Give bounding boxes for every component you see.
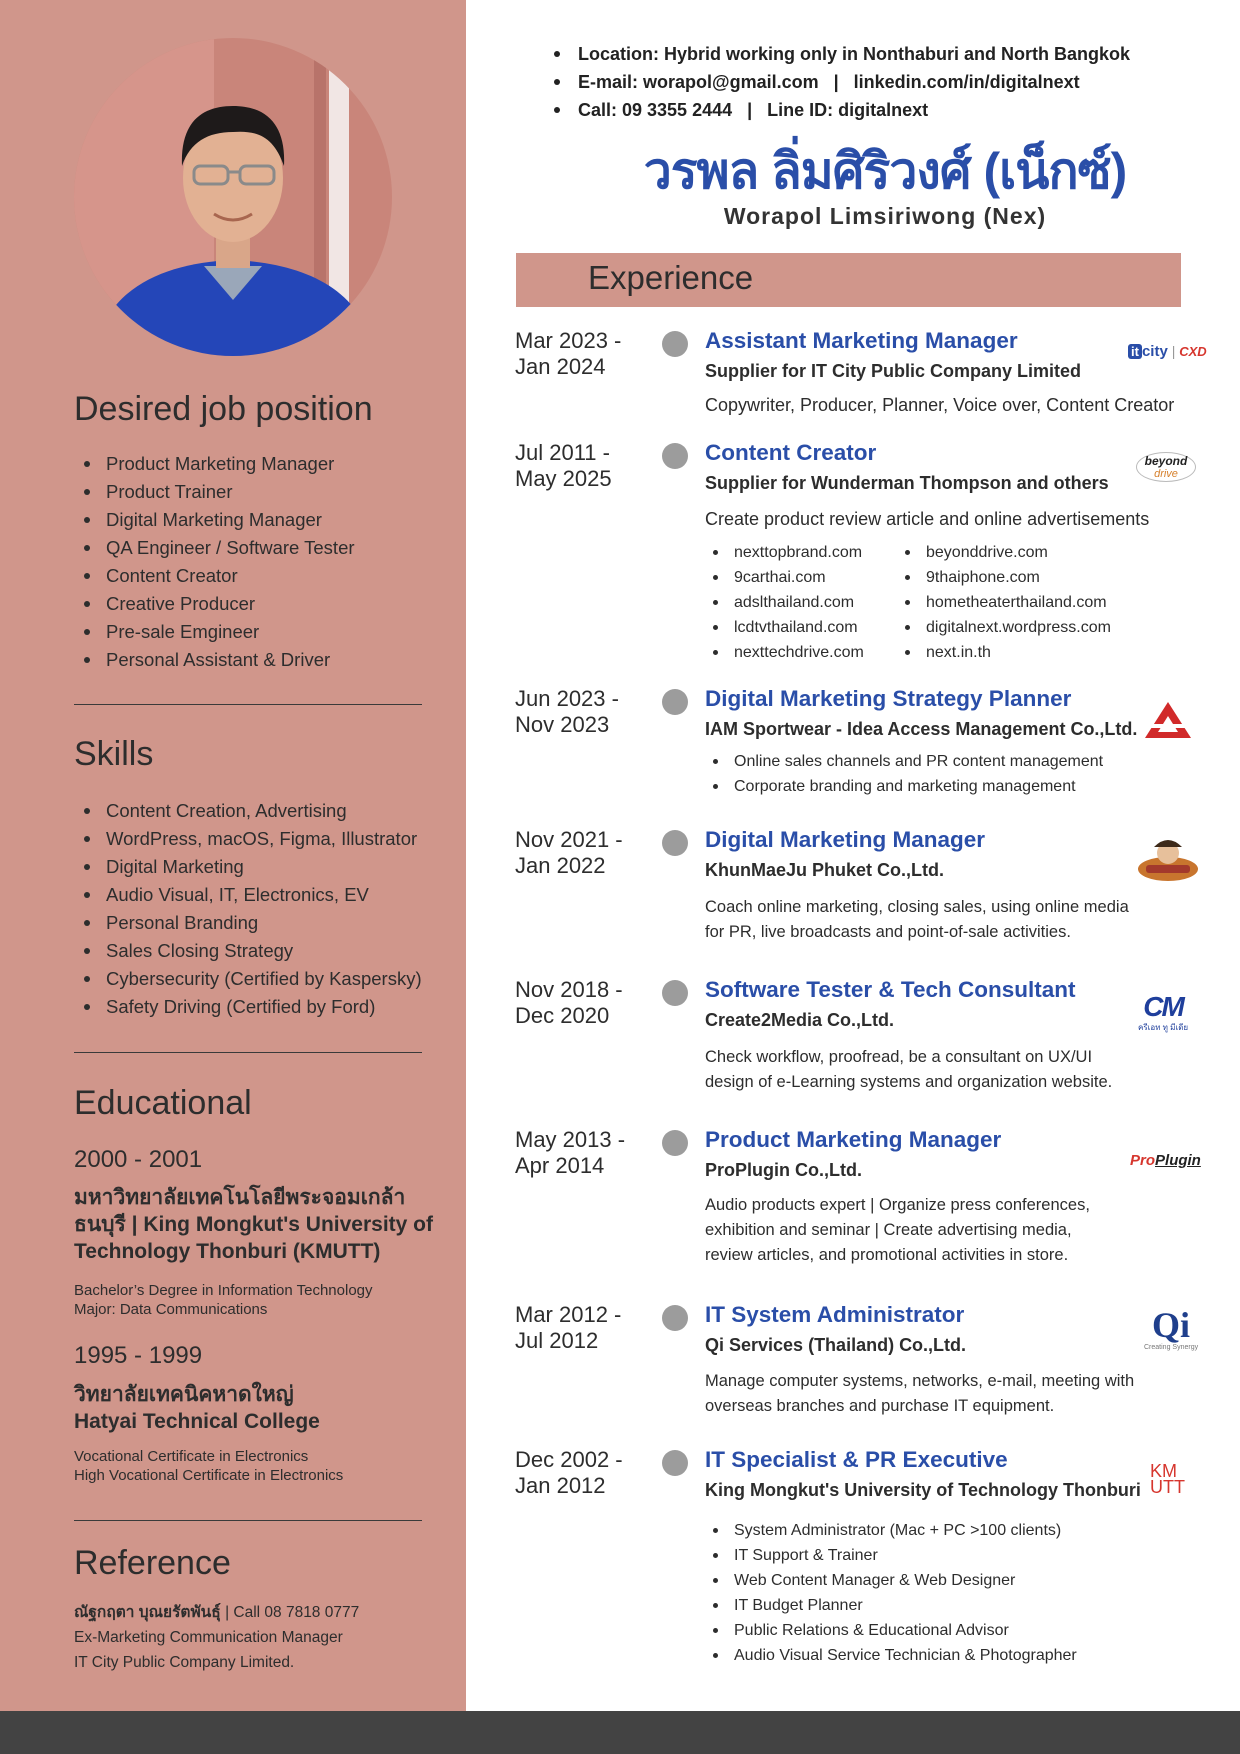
list-item: Content Creation, Advertising — [74, 797, 422, 825]
reference-call: | Call 08 7818 0777 — [225, 1604, 360, 1621]
name-thai: วรพล ลิ่มศิริวงศ์ (เน็กซ์) — [643, 143, 1127, 199]
divider — [74, 704, 422, 705]
list-item: Content Creator — [74, 562, 355, 590]
job-date: Jul 2011 - May 2025 — [515, 440, 612, 491]
list-item: Digital Marketing Manager — [74, 506, 355, 534]
itcity-logo: it city | CXD — [1128, 343, 1207, 361]
list-item: Audio Visual Service Technician & Photographer — [705, 1643, 1077, 1668]
job-company: IAM Sportwear - Idea Access Management Co.,Ltd. — [705, 719, 1138, 739]
list-item: Personal Assistant & Driver — [74, 646, 355, 674]
sites-list-1 — [705, 540, 864, 665]
list-item: IT Budget Planner — [705, 1593, 1077, 1618]
list-item: Sales Closing Strategy — [74, 937, 422, 965]
job-description: Audio products expert | Organize press conferences, exhibition and seminar | Create advertising media, review articles, and promotional activities in store. — [705, 1196, 1090, 1264]
job-title: Software Tester & Tech Consultant — [705, 977, 1076, 1002]
timeline-dot — [662, 443, 688, 469]
job-company: KhunMaeJu Phuket Co.,Ltd. — [705, 860, 945, 880]
job-date: Mar 2023 - Jan 2024 — [515, 328, 622, 379]
list-item: Digital Marketing — [74, 853, 422, 881]
education-years: 2000 - 2001 — [74, 1146, 203, 1173]
education-school — [74, 1381, 434, 1435]
experience-band — [516, 253, 1181, 307]
degree-line: Vocational Certificate in Electronics — [74, 1448, 309, 1465]
job-company: Supplier for Wunderman Thompson and others — [705, 473, 1109, 493]
list-item: digitalnext.wordpress.com — [897, 615, 1111, 640]
degree-line: Major: Data Communications — [74, 1301, 268, 1318]
list-item: Online sales channels and PR content management — [705, 749, 1103, 774]
list-item: WordPress, macOS, Figma, Illustrator — [74, 825, 422, 853]
reference-heading: Reference — [74, 1544, 231, 1582]
footer-bar — [0, 1711, 1240, 1754]
name-english: Worapol Limsiriwong (Nex) — [723, 203, 1047, 229]
job-date: Nov 2018 - Dec 2020 — [515, 977, 623, 1028]
job-company: Supplier for IT City Public Company Limited — [705, 361, 1082, 381]
job-bullets — [705, 749, 1103, 799]
contact-email: E-mail: worapol@gmail.com | linkedin.com/in/digitalnext — [552, 68, 1130, 96]
khunmaeju-logo — [1136, 835, 1200, 885]
skills-list — [74, 797, 422, 1021]
list-item: hometheaterthailand.com — [897, 590, 1111, 615]
job-date: Nov 2021 - Jan 2022 — [515, 827, 623, 878]
job-description: Copywriter, Producer, Planner, Voice over, Content Creator — [705, 395, 1175, 415]
desired-positions-list — [74, 450, 355, 674]
list-item: 9thaiphone.com — [897, 565, 1111, 590]
list-item: System Administrator (Mac + PC >100 clients) — [705, 1518, 1077, 1543]
list-item: nexttopbrand.com — [705, 540, 864, 565]
iam-sportwear-logo — [1143, 700, 1193, 740]
proplugin-logo: ProPlugin — [1130, 1152, 1201, 1169]
list-item: nexttechdrive.com — [705, 640, 864, 665]
create2media-logo: CM ครีเอท ทู มีเดีย — [1138, 991, 1189, 1032]
job-title: Content Creator — [705, 440, 877, 465]
contact-location: Location: Hybrid working only in Nonthaburi and North Bangkok — [552, 40, 1130, 68]
list-item: Cybersecurity (Certified by Kaspersky) — [74, 965, 422, 993]
reference-name: ณัฐกฤตา บุณยรัตพันธุ์ — [74, 1604, 221, 1621]
job-description: Manage computer systems, networks, e-mail, meeting with overseas branches and purchase IT equipment. — [705, 1372, 1135, 1415]
list-item: Product Marketing Manager — [74, 450, 355, 478]
desired-job-heading: Desired job position — [74, 390, 373, 428]
list-item: Audio Visual, IT, Electronics, EV — [74, 881, 422, 909]
timeline-dot — [662, 331, 688, 357]
beyonddrive-logo: beyond drive — [1136, 452, 1196, 482]
reference-role: Ex-Marketing Communication Manager — [74, 1629, 343, 1646]
list-item: Web Content Manager & Web Designer — [705, 1568, 1077, 1593]
education-degree — [74, 1447, 434, 1485]
job-title: Product Marketing Manager — [705, 1127, 1002, 1152]
timeline-dot — [662, 1130, 688, 1156]
job-company: Create2Media Co.,Ltd. — [705, 1010, 895, 1030]
job-title: IT System Administrator — [705, 1302, 965, 1327]
timeline-dot — [662, 1305, 688, 1331]
sidebar — [0, 0, 466, 1711]
job-title: IT Specialist & PR Executive — [705, 1447, 1008, 1472]
timeline-dot — [662, 980, 688, 1006]
profile-photo — [74, 38, 392, 356]
sites-list-2 — [897, 540, 1111, 665]
education-school: มหาวิทยาลัยเทคโนโลยีพระจอมเกล้าธนบุรี | King Mongkut's University of Technology Thonburi (KMUTT) — [74, 1186, 433, 1263]
divider — [74, 1052, 422, 1053]
list-item: Personal Branding — [74, 909, 422, 937]
list-item: next.in.th — [897, 640, 1111, 665]
list-item: adslthailand.com — [705, 590, 864, 615]
education-years: 1995 - 1999 — [74, 1342, 203, 1369]
list-item: Corporate branding and marketing management — [705, 774, 1103, 799]
skills-heading: Skills — [74, 735, 154, 773]
job-description: Check workflow, proofread, be a consultant on UX/UI design of e-Learning systems and organization website. — [705, 1048, 1113, 1091]
timeline-dot — [662, 689, 688, 715]
list-item: Product Trainer — [74, 478, 355, 506]
school-english-name: Hatyai Technical College — [74, 1410, 320, 1433]
list-item: 9carthai.com — [705, 565, 864, 590]
job-description: Create product review article and online advertisements — [705, 509, 1150, 529]
reference-company: IT City Public Company Limited. — [74, 1654, 295, 1671]
job-date: Mar 2012 - Jul 2012 — [515, 1302, 622, 1353]
qi-services-logo: Qi Creating Synergy — [1144, 1305, 1199, 1351]
list-item: Safety Driving (Certified by Ford) — [74, 993, 422, 1021]
job-title: Digital Marketing Manager — [705, 827, 986, 852]
job-date: May 2013 - Apr 2014 — [515, 1127, 626, 1178]
list-item: beyonddrive.com — [897, 540, 1111, 565]
kmutt-logo: KM UTT — [1150, 1461, 1185, 1497]
school-thai-name: วิทยาลัยเทคนิคหาดใหญ่ — [74, 1383, 294, 1406]
degree-line: High Vocational Certificate in Electronics — [74, 1467, 344, 1484]
degree-line: Bachelor’s Degree in Information Technology — [74, 1282, 373, 1299]
job-title: Digital Marketing Strategy Planner — [705, 686, 1072, 711]
contact-list — [552, 40, 1130, 124]
timeline-dot — [662, 1450, 688, 1476]
education-degree — [74, 1281, 434, 1319]
job-company: King Mongkut's University of Technology Thonburi — [705, 1480, 1141, 1500]
list-item: Public Relations & Educational Advisor — [705, 1618, 1077, 1643]
list-item: lcdtvthailand.com — [705, 615, 864, 640]
job-title: Assistant Marketing Manager — [705, 328, 1018, 353]
list-item: IT Support & Trainer — [705, 1543, 1077, 1568]
list-item: Creative Producer — [74, 590, 355, 618]
job-bullets — [705, 1518, 1077, 1668]
experience-heading: Experience — [588, 259, 754, 296]
job-company: ProPlugin Co.,Ltd. — [705, 1160, 862, 1180]
timeline-dot — [662, 830, 688, 856]
job-description: Coach online marketing, closing sales, using online media for PR, live broadcasts and point-of-sale activities. — [705, 898, 1129, 941]
education-heading: Educational — [74, 1084, 252, 1122]
list-item: QA Engineer / Software Tester — [74, 534, 355, 562]
job-date: Dec 2002 - Jan 2012 — [515, 1447, 623, 1498]
list-item: Pre-sale Emgineer — [74, 618, 355, 646]
job-date: Jun 2023 - Nov 2023 — [515, 686, 619, 737]
reference-block — [74, 1600, 454, 1675]
divider — [74, 1520, 422, 1521]
job-company: Qi Services (Thailand) Co.,Ltd. — [705, 1335, 967, 1355]
contact-call: Call: 09 3355 2444 | Line ID: digitalnext — [552, 96, 1130, 124]
